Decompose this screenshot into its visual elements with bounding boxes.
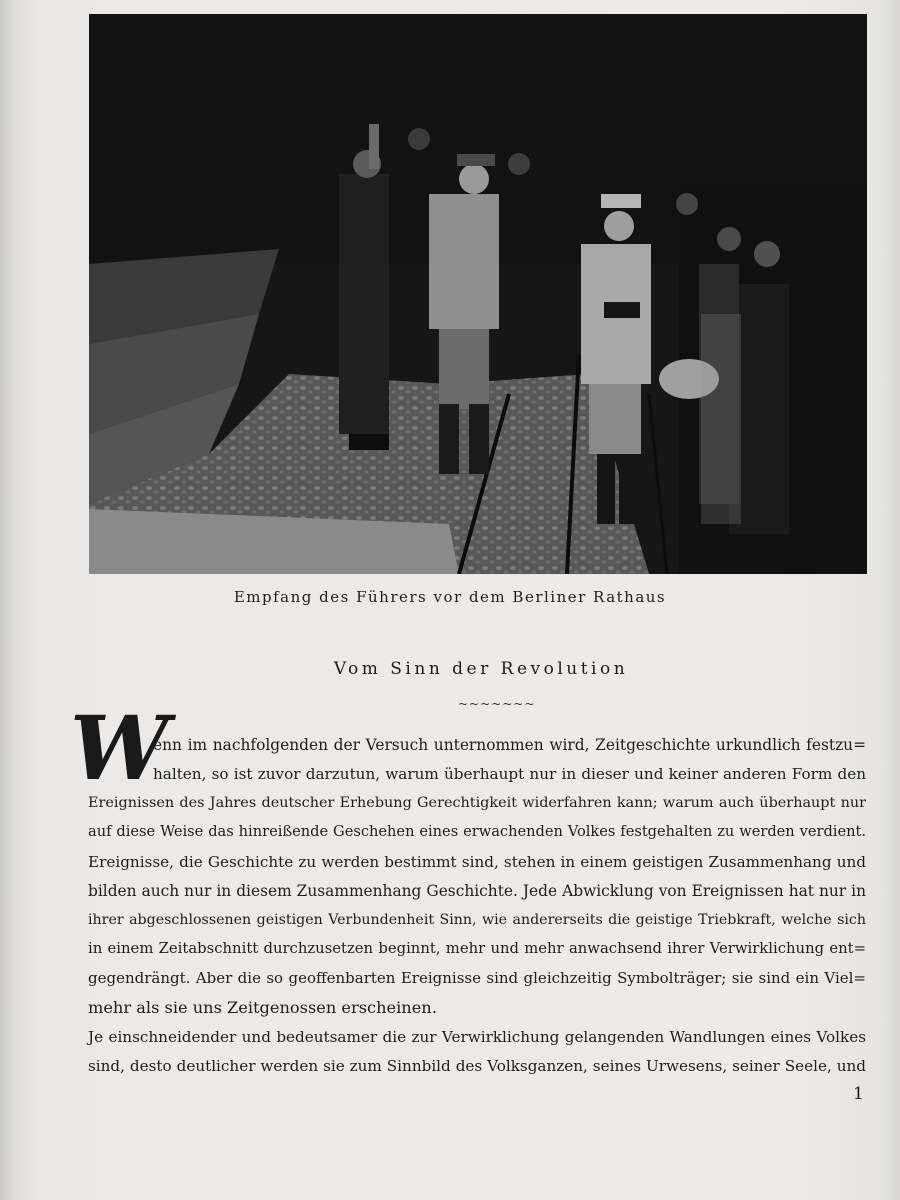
- page-number: 1: [853, 1084, 864, 1104]
- historical-photograph: [89, 14, 867, 574]
- paragraph-line: Je einschneidender und bedeutsamer die zur Verwirklichung gelangenden Wandlungen eines Volkes: [88, 1028, 866, 1046]
- paragraph-line: auf diese Weise das hinreißende Geschehen eines erwachenden Volkes festgehalten zu werden verdient.: [88, 823, 866, 840]
- paragraph-line: in einem Zeitabschnitt durchzusetzen beginnt, mehr und mehr anwachsend ihrer Verwirklichung ent=: [88, 940, 866, 957]
- paragraph-line: bilden auch nur in diesem Zusammenhang Geschichte. Jede Abwicklung von Ereignissen hat nur in: [88, 882, 866, 900]
- paragraph-line: mehr als sie uns Zeitgenossen erscheinen.: [88, 998, 437, 1017]
- paragraph-line: halten, so ist zuvor darzutun, warum überhaupt nur in dieser und keiner anderen Form den: [153, 765, 866, 783]
- paragraph-line: gegendrängt. Aber die so geoffenbarten Ereignisse sind gleichzeitig Symbolträger; sie sind ein Viel=: [88, 969, 866, 987]
- paragraph-line: Ereignisse, die Geschichte zu werden bestimmt sind, stehen in einem geistigen Zusammenhang und: [88, 853, 866, 871]
- paragraph-line: enn im nachfolgenden der Versuch unternommen wird, Zeitgeschichte urkundlich festzu=: [153, 736, 866, 754]
- paragraph-line: Ereignissen des Jahres deutscher Erhebung Gerechtigkeit widerfahren kann; warum auch überhaupt nur: [88, 795, 866, 811]
- heading-ornament: ~~~~~~~: [458, 697, 536, 711]
- photo-caption: Empfang des Führers vor dem Berliner Rathaus: [233, 588, 667, 606]
- paragraph-line: sind, desto deutlicher werden sie zum Sinnbild des Volksganzen, seines Urwesens, seiner Seele, und: [88, 1057, 866, 1075]
- section-heading: Vom Sinn der Revolution: [333, 659, 629, 679]
- paragraph-line: ihrer abgeschlossenen geistigen Verbundenheit Sinn, wie andererseits die geistige Triebkraft, welche sich: [88, 912, 866, 928]
- drop-cap: W: [70, 696, 169, 800]
